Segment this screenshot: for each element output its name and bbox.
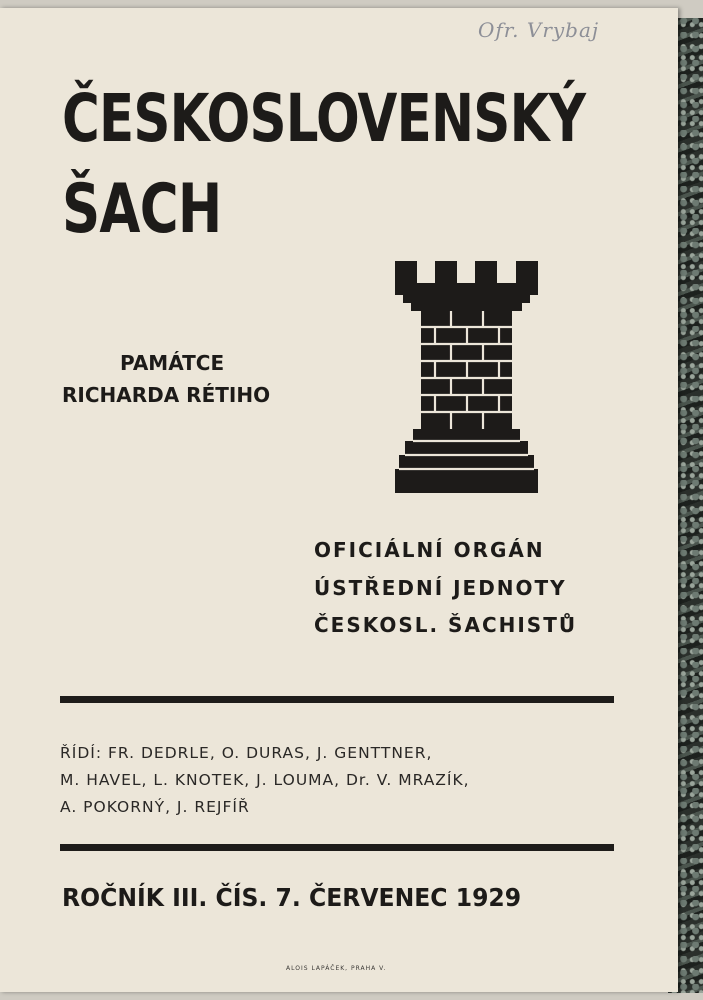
chess-rook-icon (395, 261, 538, 496)
divider-top (60, 696, 614, 703)
dedication-line-2: RICHARDA RÉTIHO (62, 383, 271, 407)
handwritten-signature: Ofr. Vrybaj (478, 18, 600, 42)
dedication-line-1: PAMÁTCE (120, 351, 225, 375)
title-line-1: ČESKOSLOVENSKÝ (62, 80, 586, 157)
editors-line-1: ŘÍDÍ: FR. DEDRLE, O. DURAS, J. GENTTNER, (60, 744, 433, 762)
divider-bottom (60, 844, 614, 851)
editors-line-3: A. POKORNÝ, J. REJFÍŘ (60, 798, 250, 816)
organ-line-1: OFICIÁLNÍ ORGÁN (314, 538, 545, 562)
title-page (0, 8, 678, 992)
issue-info: ROČNÍK III. ČÍS. 7. ČERVENEC 1929 (62, 883, 522, 912)
title-line-2: ŠACH (62, 170, 222, 249)
organ-line-3: ČESKOSL. ŠACHISTŮ (314, 613, 578, 637)
editors-line-2: M. HAVEL, L. KNOTEK, J. LOUMA, Dr. V. MRAZÍK, (60, 771, 470, 789)
organ-line-2: ÚSTŘEDNÍ JEDNOTY (314, 576, 567, 600)
printer-imprint: ALOIS LAPÁČEK, PRAHA V. (286, 965, 387, 972)
